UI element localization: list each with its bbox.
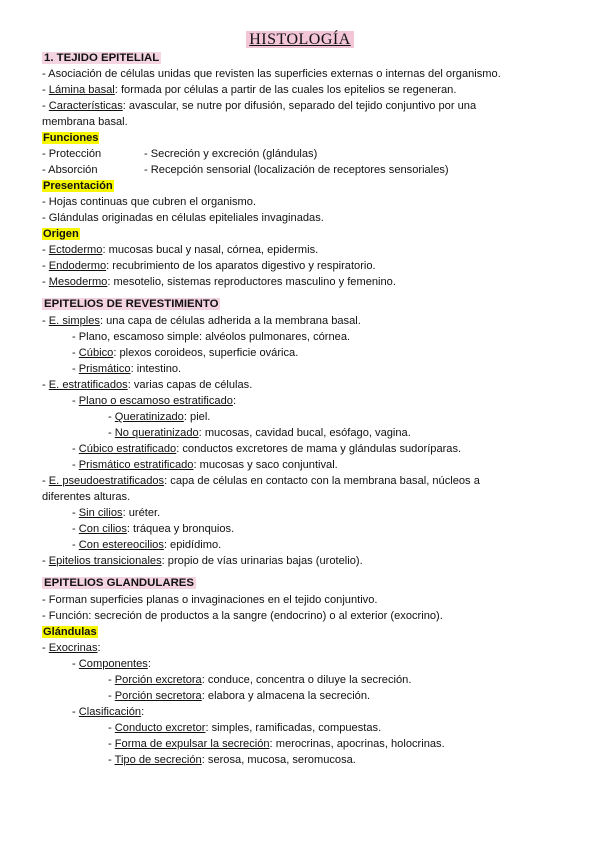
section-heading-tejido-epitelial: 1. TEJIDO EPITELIAL bbox=[44, 52, 160, 64]
text-line: - Ectodermo: mucosas bucal y nasal, córnea, epidermis. bbox=[42, 244, 319, 256]
text-line: - Forman superficies planas o invaginaciones en el tejido conjuntivo. bbox=[42, 594, 378, 606]
text-line: - E. estratificados: varias capas de células. bbox=[42, 379, 253, 391]
text-line: - Lámina basal: formada por células a partir de las cuales los epitelios se regeneran. bbox=[42, 84, 457, 96]
text-line: - Clasificación: bbox=[72, 706, 145, 718]
section-heading-revestimiento: EPITELIOS DE REVESTIMIENTO bbox=[44, 298, 219, 310]
text-line: - Asociación de células unidas que revisten las superficies externas o internas del organismo. bbox=[42, 68, 501, 80]
text-line: - Plano, escamoso simple: alvéolos pulmonares, córnea. bbox=[72, 331, 351, 343]
text-line: diferentes alturas. bbox=[42, 491, 131, 503]
text-line: - Porción excretora: conduce, concentra o diluye la secreción. bbox=[108, 674, 412, 686]
text-line: - Con cilios: tráquea y bronquios. bbox=[72, 523, 235, 535]
text-line: membrana basal. bbox=[42, 116, 128, 128]
subheading-funciones: Funciones bbox=[43, 132, 99, 144]
text-line: - E. simples: una capa de células adherida a la membrana basal. bbox=[42, 315, 361, 327]
text-line: - Con estereocilios: epidídimo. bbox=[72, 539, 222, 551]
text-line: - Glándulas originadas en células epiteliales invaginadas. bbox=[42, 212, 324, 224]
text-line: - Absorción bbox=[42, 164, 98, 176]
text-line: - Forma de expulsar la secreción: merocrinas, apocrinas, holocrinas. bbox=[108, 738, 445, 750]
text-line: - Recepción sensorial (localización de receptores sensoriales) bbox=[144, 164, 449, 176]
text-line: - Endodermo: recubrimiento de los aparatos digestivo y respiratorio. bbox=[42, 260, 376, 272]
text-line: - Cúbico estratificado: conductos excretores de mama y glándulas sudoríparas. bbox=[72, 443, 462, 455]
text-line: - Cúbico: plexos coroideos, superficie ovárica. bbox=[72, 347, 299, 359]
text-line: - Características: avascular, se nutre por difusión, separado del tejido conjuntivo por una bbox=[42, 100, 477, 112]
subheading-glandulas: Glándulas bbox=[43, 626, 97, 638]
text-line: - Prismático: intestino. bbox=[72, 363, 182, 375]
text-line: - Secreción y excreción (glándulas) bbox=[144, 148, 318, 160]
document-title: HISTOLOGÍA bbox=[0, 31, 600, 49]
text-line: - Sin cilios: uréter. bbox=[72, 507, 161, 519]
section-heading-glandulares: EPITELIOS GLANDULARES bbox=[44, 577, 194, 589]
text-line: - No queratinizado: mucosas, cavidad bucal, esófago, vagina. bbox=[108, 427, 411, 439]
text-line: - Mesodermo: mesotelio, sistemas reproductores masculino y femenino. bbox=[42, 276, 396, 288]
text-line: - Queratinizado: piel. bbox=[108, 411, 211, 423]
text-line: - Tipo de secreción: serosa, mucosa, seromucosa. bbox=[108, 754, 356, 766]
text-line: - E. pseudoestratificados: capa de células en contacto con la membrana basal, núcleos a bbox=[42, 475, 480, 487]
text-line: - Porción secretora: elabora y almacena la secreción. bbox=[108, 690, 371, 702]
text-line: - Función: secreción de productos a la sangre (endocrino) o al exterior (exocrino). bbox=[42, 610, 443, 622]
text-line: - Conducto excretor: simples, ramificadas, compuestas. bbox=[108, 722, 382, 734]
text-line: - Componentes: bbox=[72, 658, 151, 670]
text-line: - Prismático estratificado: mucosas y saco conjuntival. bbox=[72, 459, 338, 471]
text-line: - Epitelios transicionales: propio de vías urinarias bajas (urotelio). bbox=[42, 555, 363, 567]
subheading-origen: Origen bbox=[43, 228, 79, 240]
text-line: - Hojas continuas que cubren el organismo. bbox=[42, 196, 256, 208]
text-line: - Exocrinas: bbox=[42, 642, 101, 654]
text-line: - Protección bbox=[42, 148, 102, 160]
subheading-presentacion: Presentación bbox=[43, 180, 113, 192]
text-line: - Plano o escamoso estratificado: bbox=[72, 395, 237, 407]
